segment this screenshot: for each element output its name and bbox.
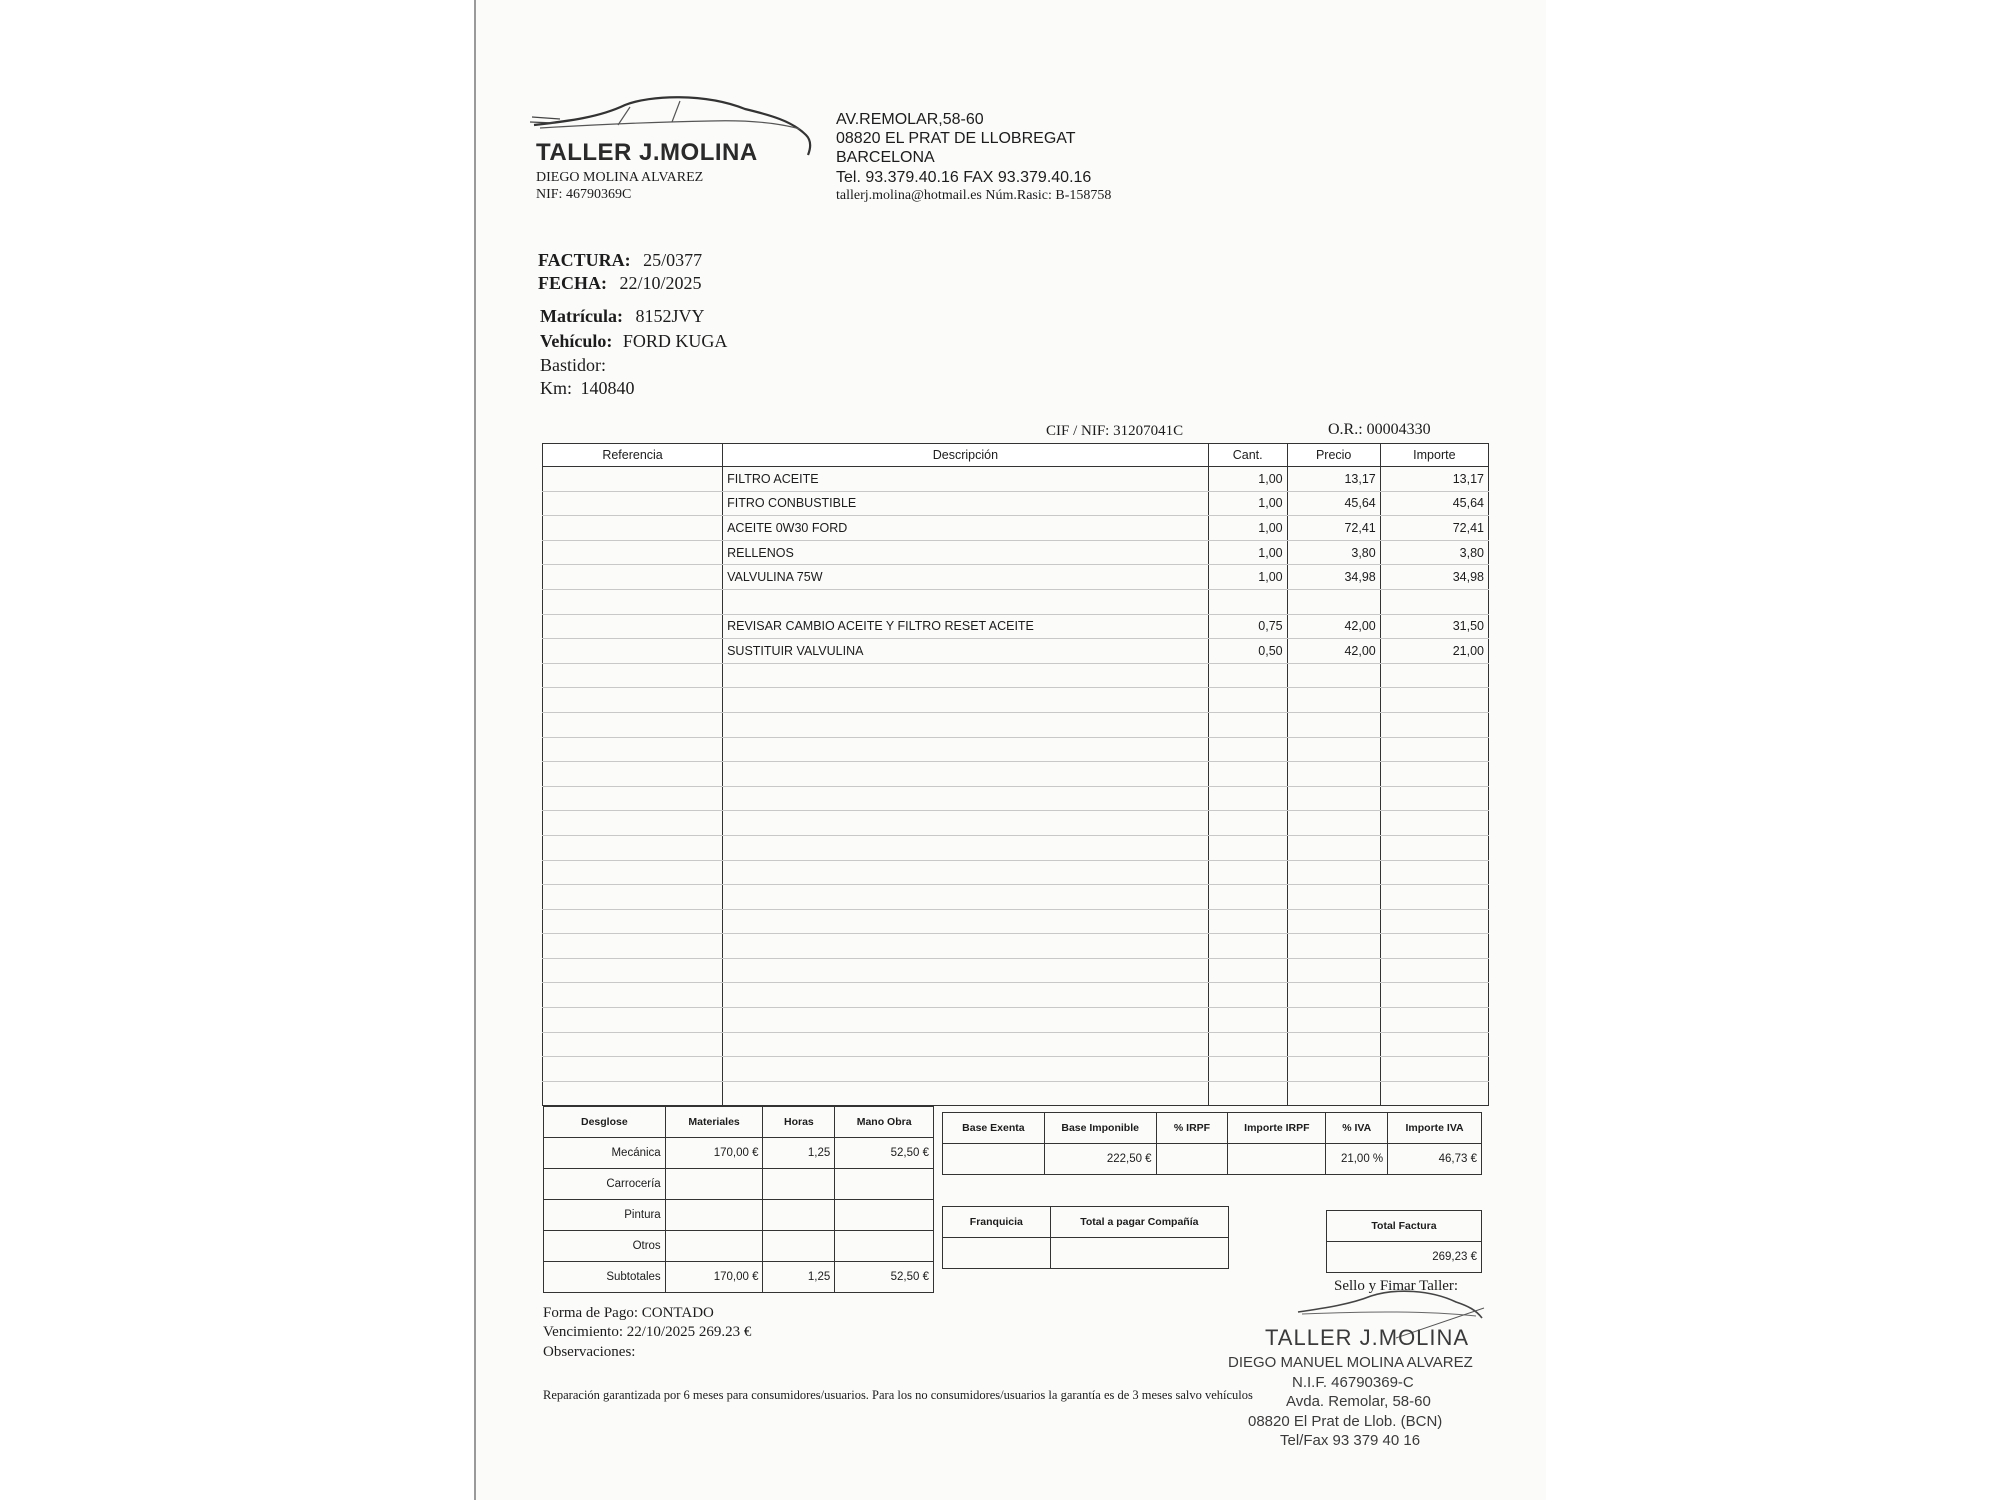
base-imponible-value: 222,50 € [1044,1144,1156,1175]
row-descripcion: RELLENOS [723,540,1209,565]
row-importe [1380,786,1488,811]
desglose-row [544,1200,934,1231]
table-row [543,934,1489,959]
row-precio [1287,835,1380,860]
row-cantidad: 0,75 [1208,614,1287,639]
desglose-body [544,1138,934,1293]
factura-label: FACTURA: [538,250,631,270]
table-row [543,712,1489,737]
total-value-row [1327,1242,1482,1273]
row-importe [1380,712,1488,737]
table-row [543,958,1489,983]
table-row [543,786,1489,811]
row-referencia [543,786,723,811]
table-row [543,1081,1489,1106]
header-referencia: Referencia [543,444,723,467]
base-imponible-header: Base Imponible [1044,1113,1156,1144]
stamp-city: 08820 El Prat de Llob. (BCN) [1248,1413,1443,1430]
horas-value: 1,25 [763,1138,835,1169]
row-precio [1287,860,1380,885]
row-descripcion [723,1008,1209,1033]
table-row [543,1032,1489,1057]
guarantee-note: Reparación garantizada por 6 meses para consumidores/usuarios. Para los no consumidores/usuarios la garantía es de 3 meses salvo vehículos [543,1388,1253,1402]
row-referencia [543,540,723,565]
row-cantidad: 1,00 [1208,467,1287,492]
mano-obra-header: Mano Obra [835,1107,934,1138]
table-row [543,467,1489,492]
row-importe: 72,41 [1380,516,1488,541]
row-precio: 13,17 [1287,467,1380,492]
row-importe [1380,1032,1488,1057]
row-precio [1287,589,1380,614]
desglose-label: Subtotales [544,1262,666,1293]
importe-iva-header: Importe IVA [1388,1113,1482,1144]
importe-iva-value: 46,73 € [1388,1144,1482,1175]
row-importe [1380,589,1488,614]
vencimiento: Vencimiento: 22/10/2025 269.23 € [543,1324,752,1340]
desglose-label: Otros [544,1231,666,1262]
table-row [543,614,1489,639]
row-cantidad [1208,1032,1287,1057]
desglose-label: Pintura [544,1200,666,1231]
horas-value [763,1169,835,1200]
row-descripcion [723,1057,1209,1082]
row-precio [1287,663,1380,688]
cif-nif: CIF / NIF: 31207041C [1046,423,1184,439]
row-referencia [543,1008,723,1033]
table-row [543,983,1489,1008]
row-referencia [543,491,723,516]
row-importe: 45,64 [1380,491,1488,516]
row-referencia [543,811,723,836]
table-row [543,491,1489,516]
desglose-row [544,1138,934,1169]
row-importe: 3,80 [1380,540,1488,565]
total-factura-value: 269,23 € [1327,1242,1482,1273]
row-precio [1287,1081,1380,1106]
importe-irpf-header: Importe IRPF [1228,1113,1326,1144]
observaciones: Observaciones: [543,1344,636,1360]
address-line-2: 08820 EL PRAT DE LLOBREGAT [836,130,1076,147]
row-cantidad [1208,983,1287,1008]
fecha-row [538,273,702,294]
items-body [543,467,1489,1106]
vehiculo-row [540,331,727,352]
vehiculo-label: Vehículo: [540,331,613,351]
row-cantidad [1208,688,1287,713]
row-importe: 34,98 [1380,565,1488,590]
row-referencia [543,909,723,934]
row-cantidad: 1,00 [1208,516,1287,541]
bases-table [942,1112,1482,1175]
brand-name: TALLER J.MOLINA [536,139,758,166]
items-header-row [543,444,1489,467]
header-importe: Importe [1380,444,1488,467]
desglose-row [544,1231,934,1262]
phone-fax: Tel. 93.379.40.16 FAX 93.379.40.16 [836,169,1092,186]
row-precio [1287,909,1380,934]
row-precio: 42,00 [1287,614,1380,639]
horas-value [763,1200,835,1231]
row-importe [1380,885,1488,910]
stamp-nif: N.I.F. 46790369-C [1292,1374,1414,1391]
row-cantidad [1208,835,1287,860]
row-cantidad [1208,712,1287,737]
row-precio: 42,00 [1287,639,1380,664]
row-descripcion [723,589,1209,614]
row-importe: 21,00 [1380,639,1488,664]
row-cantidad [1208,589,1287,614]
row-importe [1380,958,1488,983]
iva-percent-header: % IVA [1326,1113,1388,1144]
row-precio [1287,737,1380,762]
row-precio: 45,64 [1287,491,1380,516]
row-referencia [543,860,723,885]
row-referencia [543,958,723,983]
base-exenta-value [943,1144,1045,1175]
row-cantidad [1208,663,1287,688]
row-cantidad [1208,811,1287,836]
table-row [543,589,1489,614]
row-importe [1380,762,1488,787]
row-descripcion: REVISAR CAMBIO ACEITE Y FILTRO RESET ACEITE [723,614,1209,639]
row-referencia [543,565,723,590]
base-exenta-header: Base Exenta [943,1113,1045,1144]
row-referencia [543,885,723,910]
row-cantidad: 1,00 [1208,565,1287,590]
row-importe: 31,50 [1380,614,1488,639]
franquicia-table [942,1206,1229,1269]
horas-header: Horas [763,1107,835,1138]
row-precio [1287,1008,1380,1033]
row-referencia [543,1057,723,1082]
items-table [542,443,1489,1106]
row-cantidad [1208,909,1287,934]
row-cantidad [1208,1081,1287,1106]
header-precio: Precio [1287,444,1380,467]
row-referencia [543,589,723,614]
header-cantidad: Cant. [1208,444,1287,467]
row-descripcion [723,860,1209,885]
materiales-header: Materiales [665,1107,763,1138]
row-cantidad [1208,885,1287,910]
row-referencia [543,712,723,737]
row-importe [1380,1008,1488,1033]
row-importe [1380,737,1488,762]
row-precio: 72,41 [1287,516,1380,541]
row-importe [1380,934,1488,959]
row-importe: 13,17 [1380,467,1488,492]
bases-header-row [943,1113,1482,1144]
table-row [543,835,1489,860]
total-table [1326,1210,1482,1273]
row-descripcion [723,909,1209,934]
vehiculo-value: FORD KUGA [622,331,728,351]
table-row [543,663,1489,688]
row-cantidad [1208,762,1287,787]
matricula-row [540,306,704,327]
row-importe [1380,835,1488,860]
owner-nif: NIF: 46790369C [536,187,632,202]
row-precio: 34,98 [1287,565,1380,590]
row-importe [1380,1081,1488,1106]
table-row [543,909,1489,934]
desglose-header-row [544,1107,934,1138]
km-label: Km: [540,378,573,398]
horas-value: 1,25 [763,1262,835,1293]
row-cantidad [1208,934,1287,959]
table-row [543,639,1489,664]
irpf-percent-value [1156,1144,1228,1175]
materiales-value: 170,00 € [665,1138,763,1169]
row-importe [1380,983,1488,1008]
row-descripcion [723,737,1209,762]
row-descripcion [723,1081,1209,1106]
row-referencia [543,516,723,541]
matricula-label: Matrícula: [540,306,623,326]
iva-percent-value: 21,00 % [1326,1144,1388,1175]
table-row [543,762,1489,787]
table-row [543,540,1489,565]
row-descripcion: SUSTITUIR VALVULINA [723,639,1209,664]
row-referencia [543,688,723,713]
desglose-row [544,1262,934,1293]
desglose-row [544,1169,934,1200]
row-precio [1287,1032,1380,1057]
row-cantidad [1208,786,1287,811]
row-referencia [543,467,723,492]
row-descripcion [723,958,1209,983]
bastidor-label: Bastidor: [540,355,606,375]
desglose-label: Mecánica [544,1138,666,1169]
row-cantidad [1208,1057,1287,1082]
fecha-value: 22/10/2025 [619,273,702,293]
row-precio: 3,80 [1287,540,1380,565]
row-descripcion [723,983,1209,1008]
bases-value-row [943,1144,1482,1175]
franquicia-value-row [943,1238,1229,1269]
row-importe [1380,663,1488,688]
row-importe [1380,909,1488,934]
row-referencia [543,762,723,787]
materiales-value [665,1200,763,1231]
row-descripcion [723,835,1209,860]
table-row [543,811,1489,836]
address-line-1: AV.REMOLAR,58-60 [836,111,984,128]
row-descripcion: FILTRO ACEITE [723,467,1209,492]
importe-irpf-value [1228,1144,1326,1175]
materiales-value: 170,00 € [665,1262,763,1293]
row-cantidad [1208,1008,1287,1033]
row-descripcion [723,688,1209,713]
row-descripcion [723,811,1209,836]
row-precio [1287,885,1380,910]
stamp-name: DIEGO MANUEL MOLINA ALVAREZ [1228,1354,1473,1371]
row-descripcion [723,786,1209,811]
row-referencia [543,835,723,860]
table-row [543,516,1489,541]
sello-label: Sello y Fimar Taller: [1334,1278,1459,1294]
row-precio [1287,712,1380,737]
km-value: 140840 [580,378,635,398]
owner-name: DIEGO MOLINA ALVAREZ [536,170,704,185]
mano-obra-value [835,1169,934,1200]
desglose-header: Desglose [544,1107,666,1138]
total-compania-value [1050,1238,1228,1269]
km-row [540,378,635,399]
mano-obra-value: 52,50 € [835,1262,934,1293]
materiales-value [665,1169,763,1200]
row-precio [1287,762,1380,787]
row-descripcion [723,663,1209,688]
row-referencia [543,1032,723,1057]
mano-obra-value [835,1200,934,1231]
row-descripcion [723,885,1209,910]
row-cantidad [1208,860,1287,885]
header-descripcion: Descripción [723,444,1209,467]
row-importe [1380,811,1488,836]
row-cantidad [1208,958,1287,983]
row-cantidad: 1,00 [1208,491,1287,516]
table-row [543,885,1489,910]
table-row [543,860,1489,885]
table-row [543,1057,1489,1082]
row-importe [1380,688,1488,713]
table-row [543,688,1489,713]
total-compania-header: Total a pagar Compañía [1050,1207,1228,1238]
row-descripcion [723,762,1209,787]
mano-obra-value: 52,50 € [835,1138,934,1169]
franquicia-value [943,1238,1051,1269]
franquicia-header-row [943,1207,1229,1238]
stamp-address: Avda. Remolar, 58-60 [1286,1393,1431,1410]
row-importe [1380,1057,1488,1082]
email-rasic: tallerj.molina@hotmail.es Núm.Rasic: B-158758 [836,188,1112,203]
mano-obra-value [835,1231,934,1262]
row-precio [1287,1057,1380,1082]
table-row [543,737,1489,762]
row-referencia [543,639,723,664]
row-descripcion [723,1032,1209,1057]
row-descripcion: ACEITE 0W30 FORD [723,516,1209,541]
row-cantidad: 1,00 [1208,540,1287,565]
row-descripcion: FITRO CONBUSTIBLE [723,491,1209,516]
row-referencia [543,934,723,959]
row-precio [1287,811,1380,836]
total-factura-header: Total Factura [1327,1211,1482,1242]
row-descripcion [723,934,1209,959]
row-descripcion: VALVULINA 75W [723,565,1209,590]
factura-value: 25/0377 [643,250,703,270]
row-cantidad: 0,50 [1208,639,1287,664]
factura-row [538,250,702,271]
desglose-label: Carrocería [544,1169,666,1200]
row-cantidad [1208,737,1287,762]
row-referencia [543,663,723,688]
materiales-value [665,1231,763,1262]
table-row [543,565,1489,590]
fecha-label: FECHA: [538,273,607,293]
irpf-percent-header: % IRPF [1156,1113,1228,1144]
row-importe [1380,860,1488,885]
horas-value [763,1231,835,1262]
stamp-tel: Tel/Fax 93 379 40 16 [1280,1432,1421,1449]
row-referencia [543,737,723,762]
row-referencia [543,983,723,1008]
matricula-value: 8152JVY [635,306,705,326]
order-number: O.R.: 00004330 [1328,421,1431,438]
forma-pago: Forma de Pago: CONTADO [543,1305,714,1321]
row-precio [1287,983,1380,1008]
row-referencia [543,1081,723,1106]
row-referencia [543,614,723,639]
row-precio [1287,934,1380,959]
row-precio [1287,688,1380,713]
row-precio [1287,786,1380,811]
address-line-3: BARCELONA [836,149,935,166]
row-descripcion [723,712,1209,737]
stamp-brand: TALLER J.MOLINA [1265,1325,1470,1350]
row-precio [1287,958,1380,983]
desglose-table [543,1106,934,1293]
table-row [543,1008,1489,1033]
franquicia-header: Franquicia [943,1207,1051,1238]
total-header-row [1327,1211,1482,1242]
